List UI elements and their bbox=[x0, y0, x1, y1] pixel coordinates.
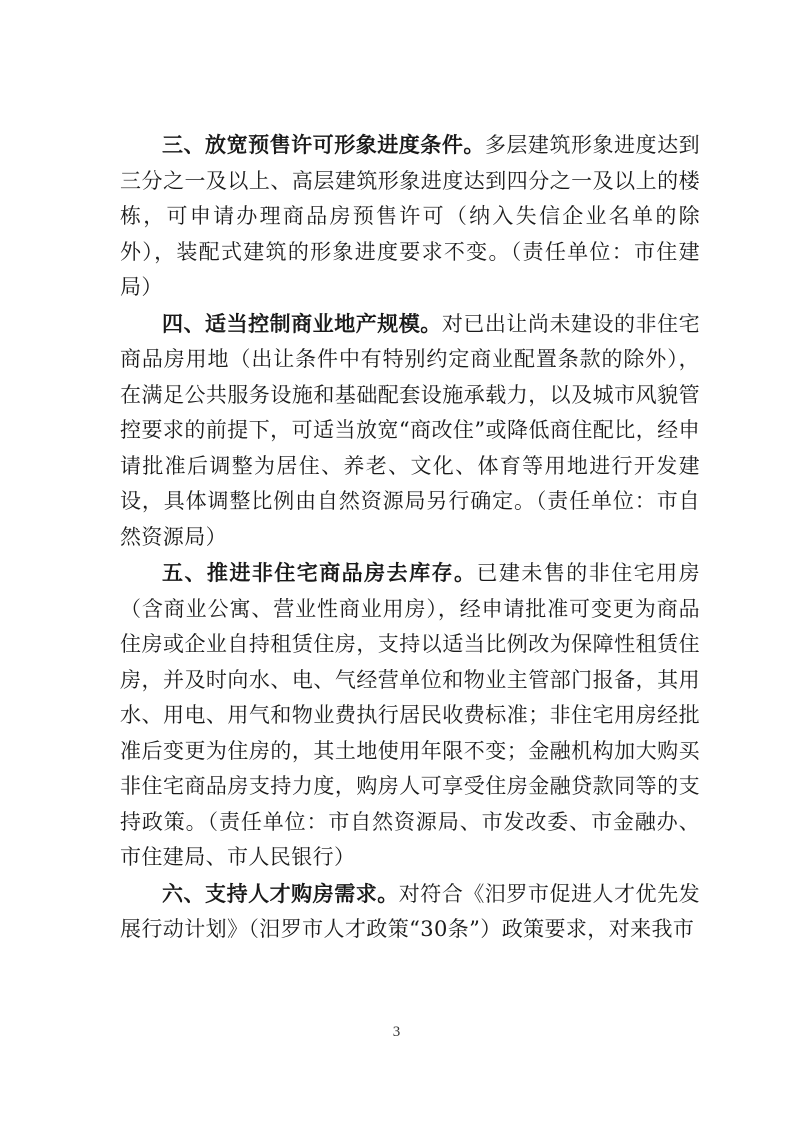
paragraph-heading: 五、推进非住宅商品房去库存。 bbox=[162, 561, 477, 585]
paragraph-5 bbox=[120, 556, 700, 876]
paragraph-heading: 三、放宽预售许可形象进度条件。 bbox=[162, 133, 485, 157]
paragraph-4 bbox=[120, 307, 700, 556]
paragraph-text: 多层建筑形象进度达到三分之一及以上、高层建筑形象进度达到四分之一及以上的楼栋，可申请办理商品房预售许可（纳入失信企业名单的除外），装配式建筑的形象进度要求不变。（责任单位：市住建局） bbox=[120, 133, 700, 299]
paragraph-3 bbox=[120, 128, 700, 306]
document-body bbox=[120, 128, 700, 949]
paragraph-text: 已建未售的非住宅用房（含商业公寓、营业性商业用房），经申请批准可变更为商品住房或企业自持租赁住房，支持以适当比例改为保障性租赁住房，并及时向水、电、气经营单位和物业主管部门报备，其用水、用电、用气和物业费执行居民收费标准；非住宅用房经批准后变更为住房的，其土地使用年限不变；金融机构加大购买非住宅商品房支持力度，购房人可享受住房金融贷款同等的支持政策。（责任单位：市自然资源局、市发改委、市金融办、市住建局、市人民银行） bbox=[120, 561, 700, 869]
page-number: 3 bbox=[392, 1024, 401, 1040]
paragraph-6 bbox=[120, 877, 700, 948]
paragraph-text: 对符合《汨罗市促进人才优先发展行动计划》（汨罗市人才政策“30条”）政策要求，对来我市 bbox=[120, 881, 700, 941]
paragraph-heading: 四、适当控制商业地产规模。 bbox=[162, 311, 442, 336]
paragraph-text: 对已出让尚未建设的非住宅商品房用地（出让条件中有特别约定商业配置条款的除外），在满足公共服务设施和基础配套设施承载力，以及城市风貌管控要求的前提下，可适当放宽“商改住”或降低商住配比，经申请批准后调整为居住、养老、文化、体育等用地进行开发建设，具体调整比例由自然资源局另行确定。（责任单位：市自然资源局） bbox=[120, 311, 700, 549]
paragraph-heading: 六、支持人才购房需求。 bbox=[162, 881, 399, 906]
